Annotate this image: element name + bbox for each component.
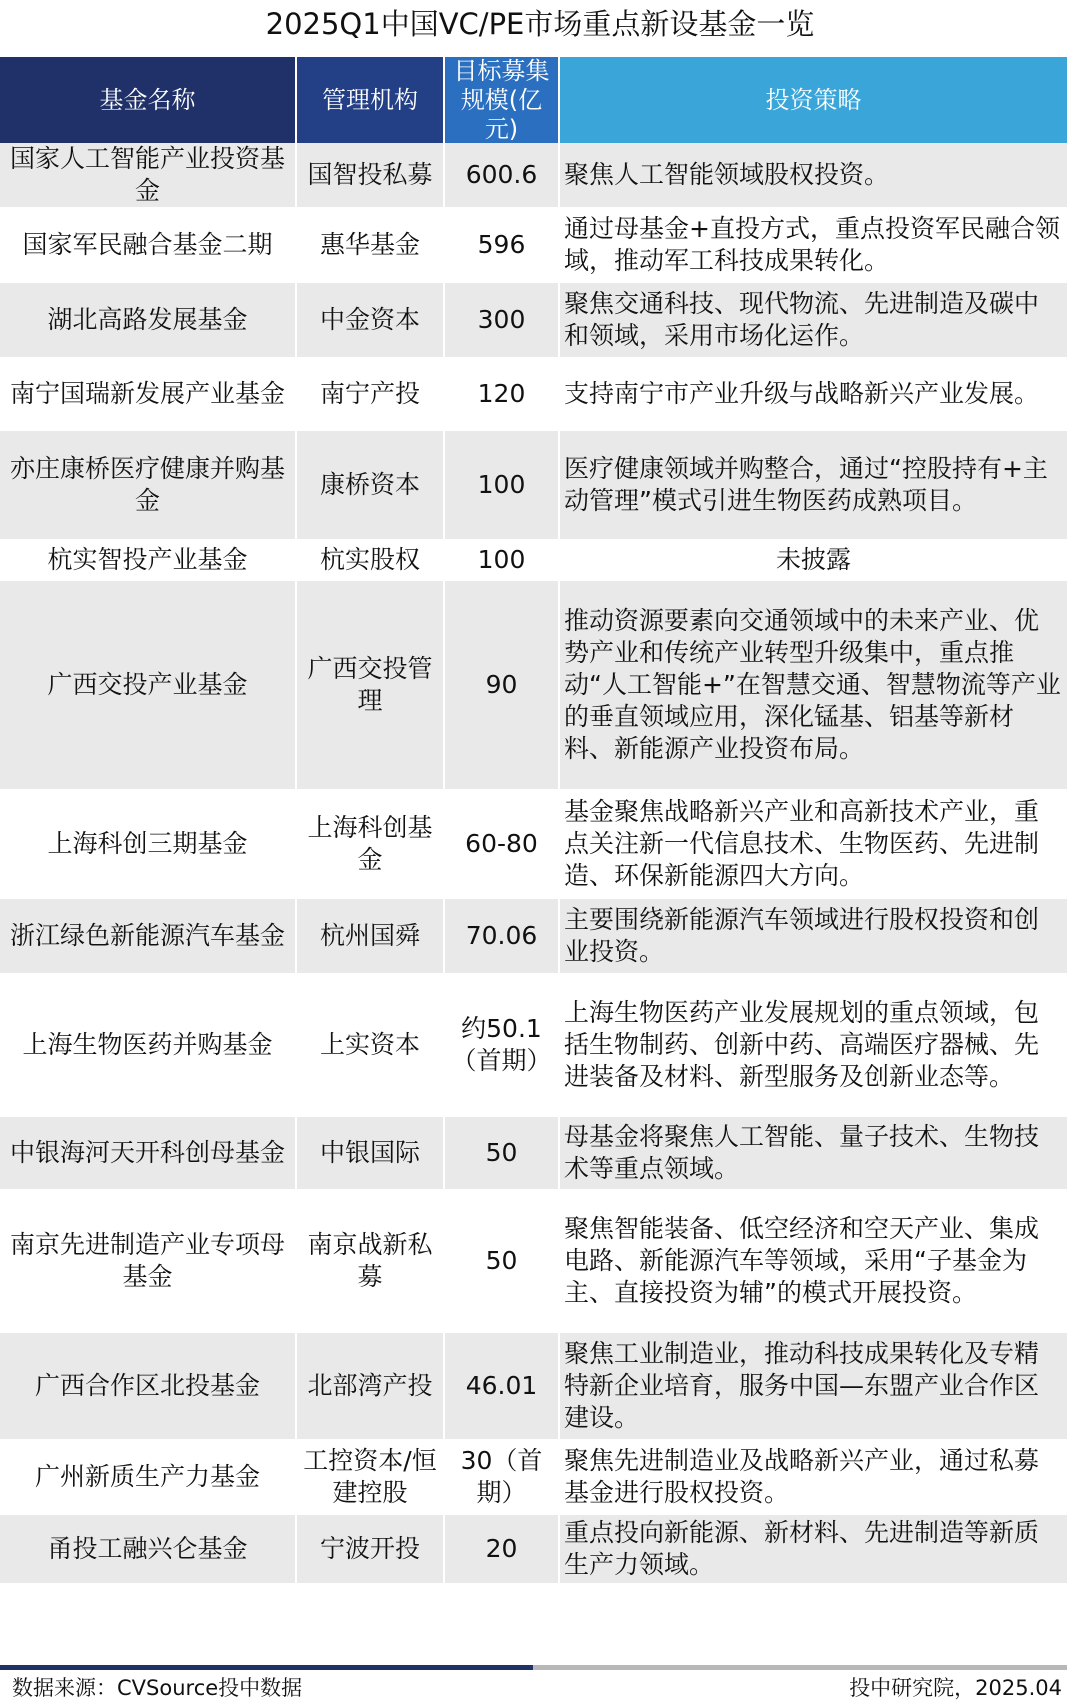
table-row <box>0 899 1067 973</box>
table-row <box>0 973 1067 1117</box>
strategy-cell: 主要围绕新能源汽车领域进行股权投资和创业投资。 <box>559 899 1067 973</box>
fund-name-cell: 南京先进制造产业专项母基金 <box>0 1189 296 1333</box>
fund-name-cell: 国家军民融合基金二期 <box>0 207 296 283</box>
table-row <box>0 581 1067 789</box>
fund-name-cell: 广西合作区北投基金 <box>0 1333 296 1439</box>
manager-cell: 广西交投管理 <box>296 581 444 789</box>
fund-name-cell: 广西交投产业基金 <box>0 581 296 789</box>
header-target-scale-line1: 目标募集 <box>453 57 550 85</box>
target-scale-cell: 596 <box>444 207 559 283</box>
manager-cell: 国智投私募 <box>296 143 444 207</box>
manager-cell: 南京战新私募 <box>296 1189 444 1333</box>
target-scale-cell: 70.06 <box>444 899 559 973</box>
table-header-row <box>0 57 1067 143</box>
table-row <box>0 143 1067 207</box>
fund-name-cell: 上海生物医药并购基金 <box>0 973 296 1117</box>
manager-cell: 杭州国舜 <box>296 899 444 973</box>
fund-name-cell: 浙江绿色新能源汽车基金 <box>0 899 296 973</box>
table-row <box>0 789 1067 899</box>
target-scale-cell: 100 <box>444 431 559 539</box>
target-scale-cell: 约50.1（首期） <box>444 973 559 1117</box>
manager-cell: 康桥资本 <box>296 431 444 539</box>
manager-cell: 宁波开投 <box>296 1515 444 1583</box>
target-scale-cell: 50 <box>444 1189 559 1333</box>
target-scale-cell: 300 <box>444 283 559 357</box>
manager-cell: 惠华基金 <box>296 207 444 283</box>
manager-cell: 中银国际 <box>296 1117 444 1189</box>
strategy-cell: 支持南宁市产业升级与战略新兴产业发展。 <box>559 357 1067 431</box>
target-scale-cell: 50 <box>444 1117 559 1189</box>
manager-cell: 北部湾产投 <box>296 1333 444 1439</box>
target-scale-cell: 20 <box>444 1515 559 1583</box>
strategy-cell: 聚焦智能装备、低空经济和空天产业、集成电路、新能源汽车等领域，采用“子基金为主、直接投资为辅”的模式开展投资。 <box>559 1189 1067 1333</box>
target-scale-cell: 600.6 <box>444 143 559 207</box>
bottom-divider-accent <box>0 1665 533 1670</box>
table-row <box>0 539 1067 581</box>
table-row <box>0 1515 1067 1583</box>
header-target-scale-line2: 规模(亿元) <box>460 85 543 143</box>
fund-name-cell: 南宁国瑞新发展产业基金 <box>0 357 296 431</box>
table-row <box>0 1189 1067 1333</box>
manager-cell: 南宁产投 <box>296 357 444 431</box>
fund-name-cell: 甬投工融兴仑基金 <box>0 1515 296 1583</box>
publisher-credit: 投中研究院，2025.04 <box>849 1676 1062 1700</box>
target-scale-cell: 60-80 <box>444 789 559 899</box>
target-scale-cell: 90 <box>444 581 559 789</box>
fund-name-cell: 广州新质生产力基金 <box>0 1439 296 1515</box>
strategy-cell: 通过母基金+直投方式，重点投资军民融合领域，推动军工科技成果转化。 <box>559 207 1067 283</box>
strategy-cell: 上海生物医药产业发展规划的重点领域，包括生物制药、创新中药、高端医疗器械、先进装备及材料、新型服务及创新业态等。 <box>559 973 1067 1117</box>
strategy-cell: 未披露 <box>559 539 1067 581</box>
strategy-cell: 聚焦工业制造业，推动科技成果转化及专精特新企业培育，服务中国—东盟产业合作区建设。 <box>559 1333 1067 1439</box>
manager-cell: 中金资本 <box>296 283 444 357</box>
target-scale-cell: 46.01 <box>444 1333 559 1439</box>
fund-name-cell: 上海科创三期基金 <box>0 789 296 899</box>
header-manager: 管理机构 <box>296 57 444 143</box>
table-row <box>0 431 1067 539</box>
fund-name-cell: 国家人工智能产业投资基金 <box>0 143 296 207</box>
strategy-cell: 重点投向新能源、新材料、先进制造等新质生产力领域。 <box>559 1515 1067 1583</box>
table-row <box>0 1117 1067 1189</box>
strategy-cell: 推动资源要素向交通领域中的未来产业、优势产业和传统产业转型升级集中，重点推动“人工智能+”在智慧交通、智慧物流等产业的垂直领域应用，深化锰基、铝基等新材料、新能源产业投资布局。 <box>559 581 1067 789</box>
fund-name-cell: 亦庄康桥医疗健康并购基金 <box>0 431 296 539</box>
strategy-cell: 医疗健康领域并购整合，通过“控股持有+主动管理”模式引进生物医药成熟项目。 <box>559 431 1067 539</box>
data-source-note: 数据来源：CVSource投中数据 <box>12 1676 303 1700</box>
target-scale-cell: 100 <box>444 539 559 581</box>
strategy-cell: 聚焦先进制造业及战略新兴产业，通过私募基金进行股权投资。 <box>559 1439 1067 1515</box>
manager-cell: 杭实股权 <box>296 539 444 581</box>
header-fund-name: 基金名称 <box>0 57 296 143</box>
funds-table <box>0 57 1067 1583</box>
strategy-cell: 聚焦人工智能领域股权投资。 <box>559 143 1067 207</box>
strategy-cell: 基金聚焦战略新兴产业和高新技术产业，重点关注新一代信息技术、生物医药、先进制造、环保新能源四大方向。 <box>559 789 1067 899</box>
table-row <box>0 1439 1067 1515</box>
table-row <box>0 1333 1067 1439</box>
header-strategy: 投资策略 <box>559 57 1067 143</box>
table-row <box>0 283 1067 357</box>
fund-name-cell: 中银海河天开科创母基金 <box>0 1117 296 1189</box>
fund-name-cell: 杭实智投产业基金 <box>0 539 296 581</box>
fund-name-cell: 湖北高路发展基金 <box>0 283 296 357</box>
table-row <box>0 207 1067 283</box>
manager-cell: 上海科创基金 <box>296 789 444 899</box>
strategy-cell: 母基金将聚焦人工智能、量子技术、生物技术等重点领域。 <box>559 1117 1067 1189</box>
manager-cell: 工控资本/恒建控股 <box>296 1439 444 1515</box>
table-row <box>0 357 1067 431</box>
manager-cell: 上实资本 <box>296 973 444 1117</box>
header-target-scale <box>444 57 559 143</box>
page-title: 2025Q1中国VC/PE市场重点新设基金一览 <box>265 7 815 41</box>
strategy-cell: 聚焦交通科技、现代物流、先进制造及碳中和领域，采用市场化运作。 <box>559 283 1067 357</box>
target-scale-cell: 30（首期） <box>444 1439 559 1515</box>
target-scale-cell: 120 <box>444 357 559 431</box>
